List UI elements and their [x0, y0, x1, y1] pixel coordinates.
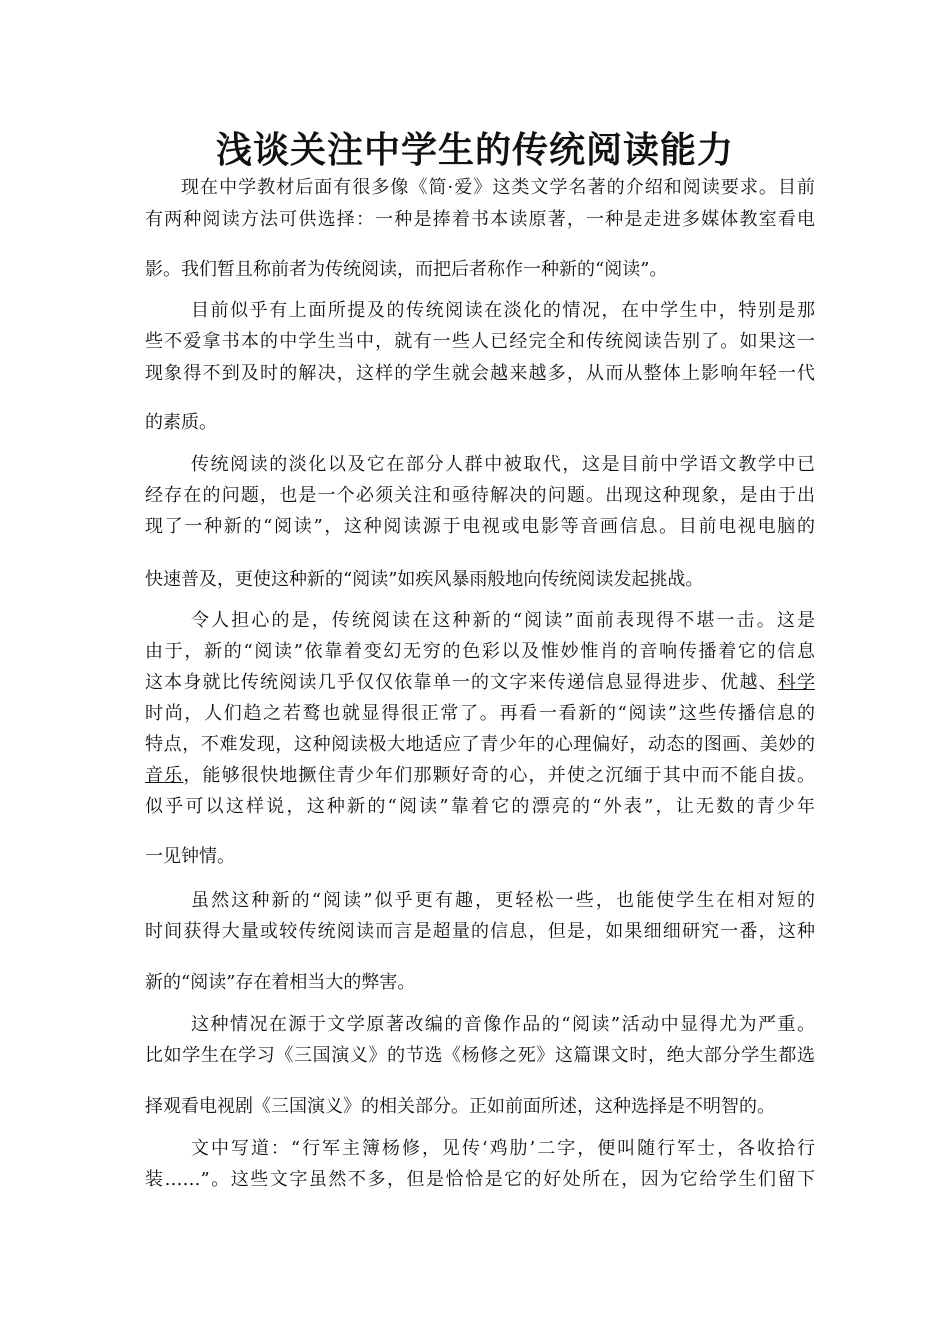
text-line: 快速普及，更使这种新的“阅读”如疾风暴雨般地向传统阅读发起挑战。 — [145, 569, 704, 590]
text-line: 些不爱拿书本的中学生当中，就有一些人已经完全和传统阅读告别了。如果这一 — [145, 331, 815, 352]
text-line: 时尚，人们趋之若鹜也就显得很正常了。再看一看新的“阅读”这些传播信息的 — [145, 703, 815, 724]
text-line: 目前似乎有上面所提及的传统阅读在淡化的情况，在中学生中，特别是那 — [191, 300, 815, 321]
text-line: 有两种阅读方法可供选择：一种是捧着书本读原著，一种是走进多媒体教室看电 — [145, 209, 815, 230]
text-line: 一见钟情。 — [145, 846, 235, 867]
text-line: 令人担心的是，传统阅读在这种新的“阅读”面前表现得不堪一击。这是 — [191, 610, 815, 631]
text-segment: 这本身就比传统阅读几乎仅仅依靠单一的文字来传递信息显得进步、优越、 — [145, 672, 778, 693]
text-line: 传统阅读的淡化以及它在部分人群中被取代，这是目前中学语文教学中已 — [191, 454, 815, 475]
text-line: 新的“阅读”存在着相当大的弊害。 — [145, 972, 416, 993]
text-line: 经存在的问题，也是一个必须关注和亟待解决的问题。出现这种现象，是由于出 — [145, 485, 815, 506]
link-science[interactable]: 科学 — [777, 672, 816, 693]
text-line: 择观看电视剧《三国演义》的相关部分。正如前面所述，这种选择是不明智的。 — [145, 1096, 775, 1117]
text-line: 由于，新的“阅读”依靠着变幻无穷的色彩以及惟妙惟肖的音响传播着它的信息 — [145, 641, 815, 662]
text-line — [145, 761, 815, 791]
text-line: 特点，不难发现，这种阅读极大地适应了青少年的心理偏好，动态的图画、美妙的 — [145, 734, 815, 755]
text-line: 的素质。 — [145, 412, 217, 433]
text-line: 现象得不到及时的解决，这样的学生就会越来越多，从而从整体上影响年轻一代 — [145, 363, 815, 384]
text-line: 现在中学教材后面有很多像《简·爱》这类文学名著的介绍和阅读要求。目前 — [181, 177, 815, 198]
document-title: 浅谈关注中学生的传统阅读能力 — [215, 129, 734, 171]
text-line: 比如学生在学习《三国演义》的节选《杨修之死》这篇课文时，绝大部分学生都选 — [145, 1045, 815, 1066]
text-segment: ，能够很快地撅住青少年们那颗好奇的心，并使之沉缅于其中而不能自拔。 — [183, 765, 816, 786]
text-line: 时间获得大量或较传统阅读而言是超量的信息，但是，如果细细研究一番，这种 — [145, 921, 815, 942]
text-line: 影。我们暂且称前者为传统阅读，而把后者称作一种新的“阅读”。 — [145, 259, 668, 280]
text-line: 虽然这种新的“阅读”似乎更有趣，更轻松一些，也能使学生在相对短的 — [191, 890, 815, 911]
text-line: 文中写道：“行军主簿杨修，见传‘鸡肋’二字，便叫随行军士，各收拾行 — [191, 1138, 815, 1159]
text-line: 装……”。这些文字虽然不多，但是恰恰是它的好处所在，因为它给学生们留下 — [145, 1169, 815, 1190]
link-music[interactable]: 音乐 — [145, 765, 184, 786]
text-line: 现了一种新的“阅读”，这种阅读源于电视或电影等音画信息。目前电视电脑的 — [145, 516, 815, 537]
text-line: 这种情况在源于文学原著改编的音像作品的“阅读”活动中显得尤为严重。 — [191, 1014, 815, 1035]
text-line — [145, 668, 815, 698]
text-line: 似乎可以这样说，这种新的“阅读”靠着它的漂亮的“外表”，让无数的青少年 — [145, 796, 815, 817]
